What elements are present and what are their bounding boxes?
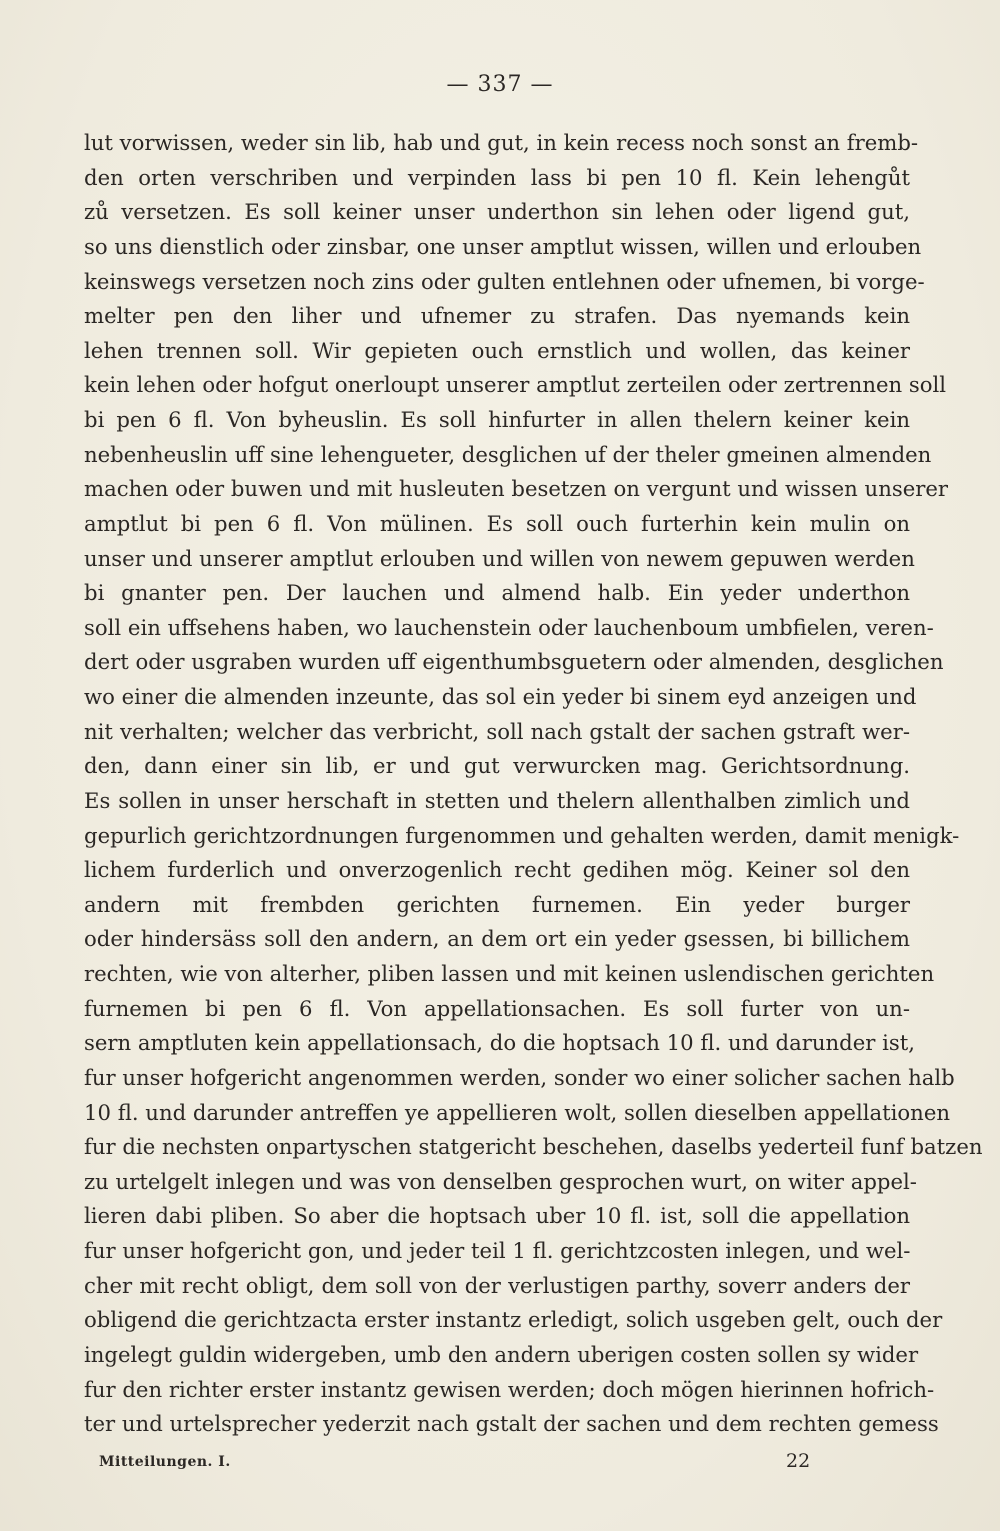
- text-line: andern mit frembden gerichten furnemen. Ein yeder burger: [84, 891, 910, 917]
- text-line: ingelegt guldin widergeben, umb den andern uberigen costen sollen sy wider: [84, 1341, 919, 1367]
- text-line: 10 fl. und darunder antreffen ye appellieren wolt, sollen dieselben appellationen: [84, 1099, 951, 1125]
- text-line: den, dann einer sin lib, er und gut verwurcken mag. Gerichtsordnung.: [84, 753, 910, 779]
- text-line: lieren dabi pliben. So aber die hoptsach uber 10 fl. ist, soll die appellation: [84, 1203, 910, 1229]
- text-line: oder hindersäss soll den andern, an dem ort ein yeder gsessen, bi billichem: [84, 926, 910, 952]
- text-line: zů versetzen. Es soll keiner unser underthon sin lehen oder ligend gut,: [84, 199, 910, 225]
- text-line: fur den richter erster instantz gewisen werden; doch mögen hierinnen hofrich-: [84, 1376, 935, 1402]
- text-line: lut vorwissen, weder sin lib, hab und gut, in kein recess noch sonst an fremb-: [84, 130, 919, 155]
- text-line: unser und unserer amptlut erlouben und willen von newem gepuwen werden: [84, 545, 915, 571]
- text-line: lehen trennen soll. Wir gepieten ouch ernstlich und wollen, das keiner: [84, 337, 910, 363]
- text-line: gepurlich gerichtzordnungen furgenommen und gehalten werden, damit menigk-: [84, 822, 960, 848]
- footer-sheet-number: 22: [786, 1450, 811, 1472]
- text-line: sern amptluten kein appellationsach, do die hoptsach 10 fl. und darunder ist,: [84, 1030, 916, 1056]
- footer-signature: Mitteilungen. I.: [99, 1454, 231, 1470]
- text-line: furnemen bi pen 6 fl. Von appellationsachen. Es soll furter von un-: [84, 995, 910, 1021]
- text-line: rechten, wie von alterher, pliben lassen und mit keinen uslendischen gerichten: [84, 961, 935, 986]
- text-line: melter pen den liher und ufnemer zu strafen. Das nyemands kein: [84, 303, 910, 329]
- text-line: lichem furderlich und onverzogenlich recht gedihen mög. Keiner sol den: [84, 857, 910, 883]
- text-line: bi gnanter pen. Der lauchen und almend halb. Ein yeder underthon: [84, 580, 910, 606]
- text-line: fur unser hofgericht gon, und jeder teil 1 fl. gerichtzcosten inlegen, und wel-: [84, 1238, 911, 1263]
- text-line: soll ein uffsehens haben, wo lauchenstein oder lauchenboum umbfielen, veren-: [84, 614, 934, 640]
- page-number: — 337 —: [446, 72, 554, 97]
- text-line: machen oder buwen und mit husleuten besetzen on vergunt und wissen unserer: [84, 476, 949, 502]
- text-line: so uns dienstlich oder zinsbar, one unser amptlut wissen, willen und erlouben: [84, 233, 922, 259]
- text-line: obligend die gerichtzacta erster instantz erledigt, solich usgeben gelt, ouch der: [84, 1307, 943, 1333]
- text-line: nit verhalten; welcher das verbricht, soll nach gstalt der sachen gstraft wer-: [84, 718, 910, 744]
- text-line: fur unser hofgericht angenommen werden, sonder wo einer solicher sachen halb: [84, 1064, 955, 1090]
- text-line: bi pen 6 fl. Von byheuslin. Es soll hinfurter in allen thelern keiner kein: [84, 407, 910, 432]
- text-line: nebenheuslin uff sine lehengueter, desglichen uf der theler gmeinen almenden: [84, 441, 932, 467]
- text-line: amptlut bi pen 6 fl. Von mülinen. Es soll ouch furterhin kein mulin on: [84, 510, 910, 536]
- text-line: wo einer die almenden inzeunte, das sol ein yeder bi sinem eyd anzeigen und: [84, 684, 917, 709]
- text-line: Es sollen in unser herschaft in stetten und thelern allenthalben zimlich und: [84, 787, 910, 813]
- text-line: cher mit recht obligt, dem soll von der verlustigen parthy, soverr anders der: [84, 1272, 910, 1298]
- text-line: den orten verschriben und verpinden lass bi pen 10 fl. Kein lehengůt: [84, 164, 910, 190]
- text-line: kein lehen oder hofgut onerloupt unserer amptlut zerteilen oder zertrennen soll: [84, 372, 947, 398]
- text-line: keinswegs versetzen noch zins oder gulten entlehnen oder ufnemen, bi vorge-: [84, 268, 925, 294]
- text-line: zu urtelgelt inlegen und was von denselben gesprochen wurt, on witer appel-: [84, 1168, 917, 1194]
- text-line: fur die nechsten onpartyschen statgericht beschehen, daselbs yederteil funf batzen: [84, 1134, 983, 1160]
- text-line: ter und urtelsprecher yederzit nach gstalt der sachen und dem rechten gemess: [84, 1411, 939, 1437]
- body-text: [84, 126, 983, 1442]
- text-line: dert oder usgraben wurden uff eigenthumbsguetern oder almenden, desglichen: [84, 649, 944, 675]
